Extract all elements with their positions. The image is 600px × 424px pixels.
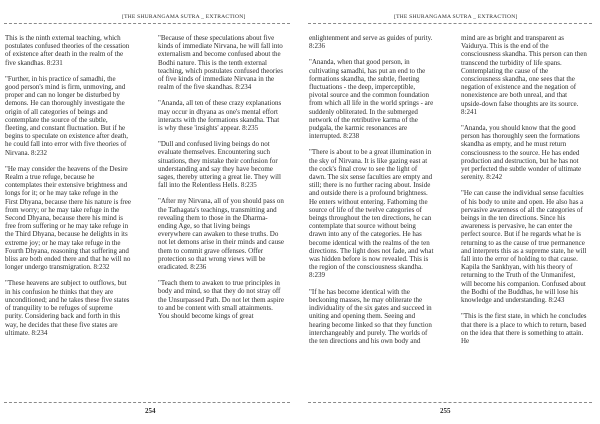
running-header: [THE SHURANGAMA SUTRA _ EXTRACTION] (122, 14, 246, 20)
paragraph: "Ananda, all ten of these crazy explanations may occur in dhyana as one's mental effort interacts with the formations skandha. That is why these 'insights' appear. 8:235 (158, 99, 282, 133)
paragraph: "Ananda, you should know that the good person has thoroughly seen the formations skandha as empty, and he must return consciousness to the source. He has ended production and destruction, but he has not yet perfected the subtle wonder of ultimate serenity. 8:242 (461, 124, 582, 182)
paragraph: mind are as bright and transparent as Vaidurya. This is the end of the consciousness skandha. This person can then transcend the turbidity of life spans. Contemplating the cause of the consciousness skandha, one sees that the negation of existence and the negation of nonexistence are both unreal, and that upside-down false thoughts are its source. 8:241 (461, 34, 587, 116)
text-column-right-2 (461, 34, 587, 398)
paragraph: "Ananda, when that good person, in cultivating samadhi, has put an end to the formations skandha, the subtle, fleeting fluctuations - the deep, imperceptible, pivotal source and the common foundation from which all life in the world springs - are suddenly obliterated. In the submerged network of the retributive karma of the pudgala, the karmic resonances are interrupted. 8:238 (309, 58, 434, 141)
paragraph: "He can cause the individual sense faculties of his body to unite and open. He also has a pervasive awareness of all the categories of beings in the ten directions. Since his awareness is pervasive, he can enter the perfect source. But if he regards what he is returning to as the cause of true permanence and interprets this as a supreme state, he will fall into the error of holding to that cause. Kapila the Sankhyan, with his theory of returning to the Truth of the Unmanifest, will become his companion. Confused about the Bodhi of the Buddhas, he will lose his knowledge and understanding. 8:243 (461, 189, 587, 305)
footer-divider (308, 402, 592, 403)
text-column-right-1 (309, 34, 435, 398)
header-divider (4, 23, 290, 24)
paragraph: "If he has become identical with the beckoning masses, he may obliterate the individuality of the six gates and succeed in uniting and opening them. Seeing and hearing become linked so that they function interchangeably and purely. The worlds of the ten directions and his own body and (309, 287, 432, 345)
running-header: [THE SHURANGAMA SUTRA _ EXTRACTION] (394, 14, 518, 20)
paragraph: "He may consider the heavens of the Desire Realm a true refuge, because he contemplates their extensive brightness and longs for it; or he may take refuge in the First Dhyana, because there his nature is free from worry; or he may take refuge in the Second Dhyana, because there his mind is free from suffering or he may take refuge in the Third Dhyana, because he delights in its extreme joy; or he may take refuge in the Fourth Dhyana, reasoning that suffering and bliss are both ended there and that he will no longer undergo transmigration. 8:232 (5, 164, 131, 272)
paragraph: "These heavens are subject to outflows, but in his confusion he thinks that they are unconditioned; and he takes these five states of tranquility to be refuges of supreme purity. Considering back and forth in this way, he decides that these five states are ultimate. 8:234 (5, 279, 130, 337)
header-divider (308, 23, 592, 24)
paragraph: This is the ninth external teaching, which postulates confused theories of the cessation of existence after death in the realm of the five skandhas. 8:231 (5, 34, 130, 67)
paragraph: "Because of these speculations about five kinds of immediate Nirvana, he will fall into externalism and become confused about the Bodhi nature. This is the tenth external teaching, which postulates confused theories of five kinds of immediate Nirvana in the realm of the five skandhas. 8:234 (158, 34, 283, 92)
text-column-left-2 (158, 34, 284, 398)
page-number: 255 (440, 407, 451, 415)
footer-divider (4, 402, 290, 403)
paragraph: "Dull and confused living beings do not evaluate themselves. Encountering such situations, they mistake their confusion for understanding and say they have become sages, thereby uttering a great lie. They will fall into the Relentless Hells. 8:235 (158, 140, 281, 190)
paragraph: "After my Nirvana, all of you should pass on the Tathagata's teachings, transmitting and revealing them to those in the Dharma-ending Age, so that living beings everywhere can awaken to these truths. Do not let demons arise in their minds and cause them to commit grave offenses. Offer protection so that wrong views will be eradicated. 8:236 (158, 197, 284, 272)
paragraph: "Teach them to awaken to true principles in body and mind, so that they do not stray off the Unsurpassed Path. Do not let them aspire to and be content with small attainments. You should become kings of great (158, 279, 284, 321)
paragraph: "This is the first state, in which he concludes that there is a place to which to return, based on the idea that there is something to attain. He (461, 312, 587, 345)
paragraph: enlightenment and serve as guides of purity. 8:236 (309, 34, 433, 51)
page-number: 254 (145, 407, 156, 415)
paragraph: "Further, in his practice of samadhi, the good person's mind is firm, unmoving, and proper and can no longer be disturbed by demons. He can thoroughly investigate the origin of all categories of beings and contemplate the source of the subtle, fleeting, and constant fluctuation. But if he begins to speculate on existence after death, he could fall into error with five theories of Nirvana. 8:232 (5, 74, 129, 157)
paragraph: "There is about to be a great illumination in the sky of Nirvana. It is like gazing east at the cock's final crow to see the light of dawn. The six sense faculties are empty and still; there is no further racing about. Inside and outside there is a profound brightness. He enters without entering. Fathoming the source of life of the twelve categories of beings throughout the ten directions, he can contemplate that source without being drawn into any of the categories. He has become identical with the realms of the ten directions. The light does not fade, and what was hidden before is now revealed. This is the region of the consciousness skandha. 8:239 (309, 148, 434, 280)
text-column-left-1 (5, 34, 131, 398)
right-page (300, 0, 600, 424)
